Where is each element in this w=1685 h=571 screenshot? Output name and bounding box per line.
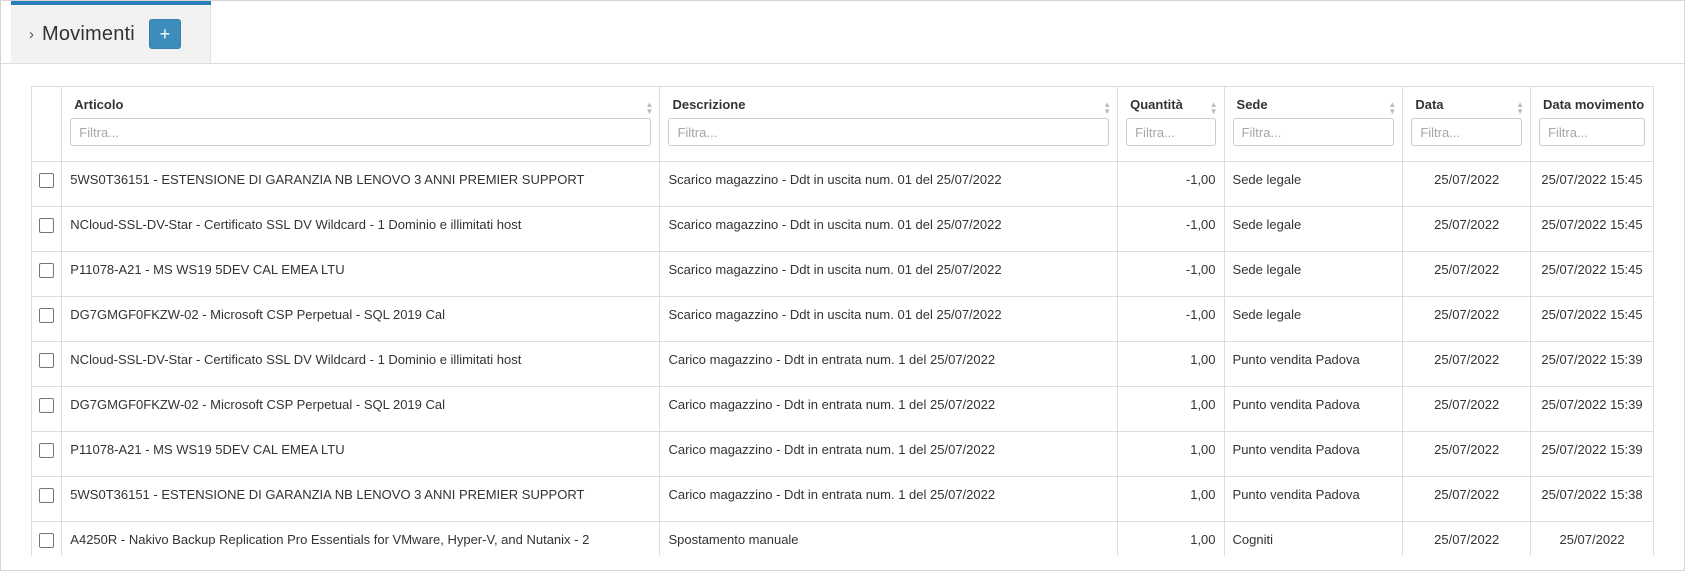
chevron-right-icon[interactable]: › bbox=[29, 25, 34, 43]
cell-data-movimento: 25/07/2022 15:45 bbox=[1531, 161, 1653, 206]
table-row[interactable] bbox=[32, 476, 1653, 521]
row-checkbox-cell[interactable] bbox=[32, 161, 62, 206]
cell-sede: Sede legale bbox=[1224, 161, 1403, 206]
cell-quantita: -1,00 bbox=[1118, 296, 1224, 341]
tab-movimenti[interactable] bbox=[11, 5, 211, 63]
table-row[interactable] bbox=[32, 161, 1653, 206]
movimenti-table bbox=[32, 87, 1653, 556]
cell-data-movimento: 25/07/2022 15:39 bbox=[1531, 341, 1653, 386]
row-checkbox[interactable] bbox=[39, 263, 54, 278]
header-quantita[interactable] bbox=[1118, 87, 1224, 161]
cell-quantita: -1,00 bbox=[1118, 251, 1224, 296]
filter-sede-input[interactable] bbox=[1233, 118, 1395, 146]
table-row[interactable] bbox=[32, 341, 1653, 386]
table-row[interactable] bbox=[32, 386, 1653, 431]
movimenti-table-container bbox=[31, 86, 1654, 556]
row-checkbox-cell[interactable] bbox=[32, 431, 62, 476]
table-row[interactable] bbox=[32, 206, 1653, 251]
header-articolo[interactable] bbox=[62, 87, 660, 161]
cell-sede: Sede legale bbox=[1224, 296, 1403, 341]
row-checkbox-cell[interactable] bbox=[32, 341, 62, 386]
cell-articolo: P11078-A21 - MS WS19 5DEV CAL EMEA LTU bbox=[62, 251, 660, 296]
cell-quantita: -1,00 bbox=[1118, 206, 1224, 251]
cell-data-movimento: 25/07/2022 15:38 bbox=[1531, 476, 1653, 521]
cell-data-movimento: 25/07/2022 15:45 bbox=[1531, 251, 1653, 296]
header-quantita-label: Quantità bbox=[1130, 97, 1183, 112]
cell-quantita: -1,00 bbox=[1118, 161, 1224, 206]
filter-data-movimento-input[interactable] bbox=[1539, 118, 1645, 146]
sort-icon-articolo[interactable]: ▲ ▼ bbox=[645, 100, 654, 116]
cell-data: 25/07/2022 bbox=[1403, 431, 1531, 476]
cell-articolo: NCloud-SSL-DV-Star - Certificato SSL DV Wildcard - 1 Dominio e illimitati host bbox=[62, 341, 660, 386]
header-data-movimento-label: Data movimento bbox=[1543, 97, 1645, 112]
cell-data: 25/07/2022 bbox=[1403, 386, 1531, 431]
row-checkbox-cell[interactable] bbox=[32, 206, 62, 251]
row-checkbox-cell[interactable] bbox=[32, 476, 62, 521]
table-row[interactable] bbox=[32, 521, 1653, 556]
header-data-label: Data bbox=[1415, 97, 1444, 112]
cell-data: 25/07/2022 bbox=[1403, 251, 1531, 296]
header-descrizione-label: Descrizione bbox=[672, 97, 746, 112]
row-checkbox[interactable] bbox=[39, 218, 54, 233]
row-checkbox[interactable] bbox=[39, 443, 54, 458]
cell-sede: Sede legale bbox=[1224, 206, 1403, 251]
cell-quantita: 1,00 bbox=[1118, 341, 1224, 386]
row-checkbox[interactable] bbox=[39, 308, 54, 323]
sort-icon-quantita[interactable]: ▲ ▼ bbox=[1209, 100, 1218, 116]
cell-data-movimento: 25/07/2022 15:45 bbox=[1531, 206, 1653, 251]
cell-descrizione: Carico magazzino - Ddt in entrata num. 1 del 25/07/2022 bbox=[660, 431, 1118, 476]
table-row[interactable] bbox=[32, 251, 1653, 296]
header-articolo-label: Articolo bbox=[74, 97, 124, 112]
row-checkbox-cell[interactable] bbox=[32, 251, 62, 296]
row-checkbox[interactable] bbox=[39, 398, 54, 413]
header-data[interactable] bbox=[1403, 87, 1531, 161]
cell-articolo: NCloud-SSL-DV-Star - Certificato SSL DV Wildcard - 1 Dominio e illimitati host bbox=[62, 206, 660, 251]
filter-data-input[interactable] bbox=[1411, 118, 1522, 146]
cell-data: 25/07/2022 bbox=[1403, 161, 1531, 206]
row-checkbox[interactable] bbox=[39, 488, 54, 503]
header-descrizione[interactable] bbox=[660, 87, 1118, 161]
cell-articolo: 5WS0T36151 - ESTENSIONE DI GARANZIA NB LENOVO 3 ANNI PREMIER SUPPORT bbox=[62, 476, 660, 521]
cell-sede: Cogniti bbox=[1224, 521, 1403, 556]
row-checkbox-cell[interactable] bbox=[32, 386, 62, 431]
row-checkbox[interactable] bbox=[39, 353, 54, 368]
cell-sede: Sede legale bbox=[1224, 251, 1403, 296]
cell-articolo: 5WS0T36151 - ESTENSIONE DI GARANZIA NB LENOVO 3 ANNI PREMIER SUPPORT bbox=[62, 161, 660, 206]
header-select-all bbox=[32, 87, 62, 161]
cell-articolo: DG7GMGF0FKZW-02 - Microsoft CSP Perpetual - SQL 2019 Cal bbox=[62, 296, 660, 341]
sort-icon-descrizione[interactable]: ▲ ▼ bbox=[1103, 100, 1112, 116]
sort-icon-sede[interactable]: ▲ ▼ bbox=[1388, 100, 1397, 116]
cell-data: 25/07/2022 bbox=[1403, 341, 1531, 386]
row-checkbox-cell[interactable] bbox=[32, 521, 62, 556]
table-row[interactable] bbox=[32, 296, 1653, 341]
cell-sede: Punto vendita Padova bbox=[1224, 341, 1403, 386]
cell-descrizione: Scarico magazzino - Ddt in uscita num. 01 del 25/07/2022 bbox=[660, 296, 1118, 341]
table-body bbox=[32, 161, 1653, 556]
row-checkbox-cell[interactable] bbox=[32, 296, 62, 341]
cell-descrizione: Carico magazzino - Ddt in entrata num. 1 del 25/07/2022 bbox=[660, 341, 1118, 386]
cell-descrizione: Carico magazzino - Ddt in entrata num. 1 del 25/07/2022 bbox=[660, 476, 1118, 521]
cell-data: 25/07/2022 bbox=[1403, 296, 1531, 341]
cell-quantita: 1,00 bbox=[1118, 431, 1224, 476]
cell-descrizione: Scarico magazzino - Ddt in uscita num. 01 del 25/07/2022 bbox=[660, 251, 1118, 296]
cell-quantita: 1,00 bbox=[1118, 476, 1224, 521]
cell-data: 25/07/2022 bbox=[1403, 206, 1531, 251]
cell-sede: Punto vendita Padova bbox=[1224, 431, 1403, 476]
table-header bbox=[32, 87, 1653, 161]
cell-data-movimento: 25/07/2022 15:45 bbox=[1531, 296, 1653, 341]
cell-descrizione: Scarico magazzino - Ddt in uscita num. 01 del 25/07/2022 bbox=[660, 206, 1118, 251]
cell-data-movimento: 25/07/2022 15:39 bbox=[1531, 431, 1653, 476]
cell-articolo: P11078-A21 - MS WS19 5DEV CAL EMEA LTU bbox=[62, 431, 660, 476]
cell-descrizione: Scarico magazzino - Ddt in uscita num. 01 del 25/07/2022 bbox=[660, 161, 1118, 206]
cell-descrizione: Carico magazzino - Ddt in entrata num. 1 del 25/07/2022 bbox=[660, 386, 1118, 431]
sort-icon-data[interactable]: ▲ ▼ bbox=[1516, 100, 1525, 116]
cell-descrizione: Spostamento manuale bbox=[660, 521, 1118, 556]
cell-articolo: A4250R - Nakivo Backup Replication Pro Essentials for VMware, Hyper-V, and Nutanix - 2 bbox=[62, 521, 660, 556]
add-movimento-button[interactable]: + bbox=[149, 19, 181, 49]
cell-data-movimento: 25/07/2022 15:39 bbox=[1531, 386, 1653, 431]
tab-strip bbox=[1, 1, 1684, 64]
table-row[interactable] bbox=[32, 431, 1653, 476]
cell-quantita: 1,00 bbox=[1118, 521, 1224, 556]
row-checkbox[interactable] bbox=[39, 533, 54, 548]
cell-articolo: DG7GMGF0FKZW-02 - Microsoft CSP Perpetual - SQL 2019 Cal bbox=[62, 386, 660, 431]
filter-quantita-input[interactable] bbox=[1126, 118, 1215, 146]
row-checkbox[interactable] bbox=[39, 173, 54, 188]
cell-data: 25/07/2022 bbox=[1403, 521, 1531, 556]
header-sede-label: Sede bbox=[1236, 97, 1268, 112]
cell-sede: Punto vendita Padova bbox=[1224, 386, 1403, 431]
filter-descrizione-input[interactable] bbox=[668, 118, 1109, 146]
header-sede[interactable] bbox=[1224, 87, 1403, 161]
filter-articolo-input[interactable] bbox=[70, 118, 651, 146]
cell-data: 25/07/2022 bbox=[1403, 476, 1531, 521]
cell-data-movimento: 25/07/2022 bbox=[1531, 521, 1653, 556]
cell-sede: Punto vendita Padova bbox=[1224, 476, 1403, 521]
cell-quantita: 1,00 bbox=[1118, 386, 1224, 431]
header-data-movimento[interactable] bbox=[1531, 87, 1653, 161]
page-title: Movimenti bbox=[42, 22, 135, 45]
